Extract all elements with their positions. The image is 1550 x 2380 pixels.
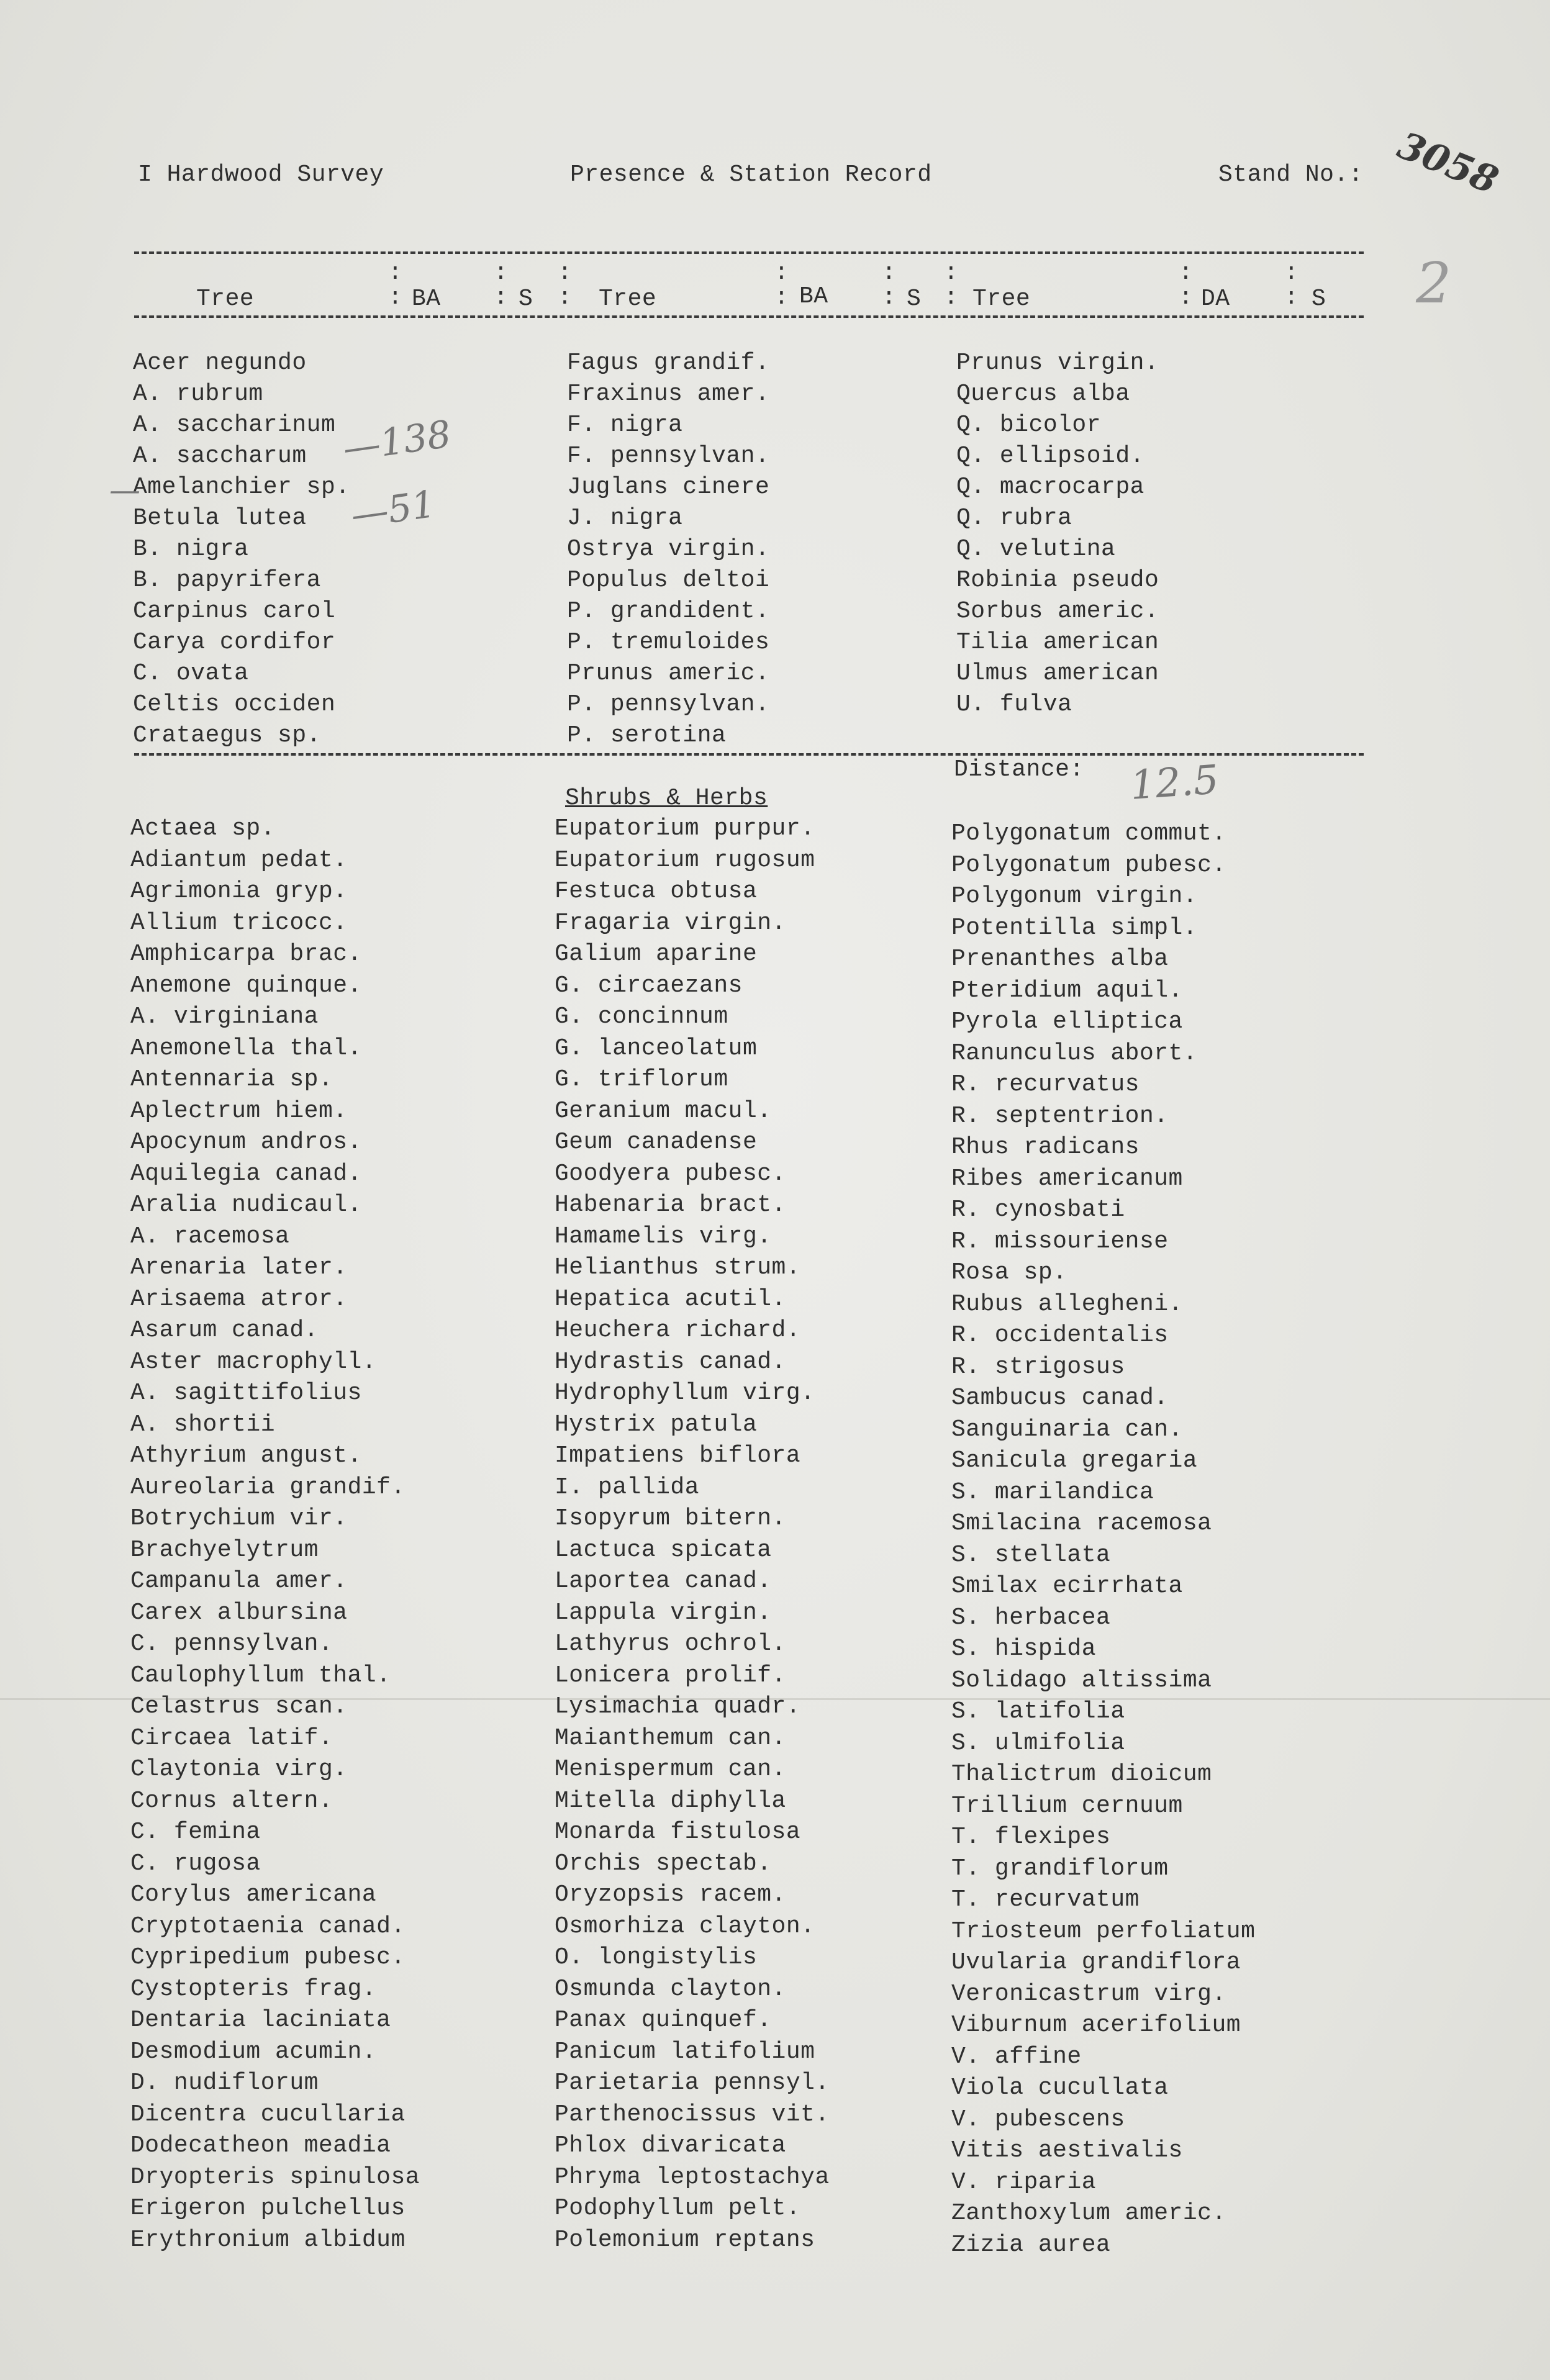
shrub-list-col3 bbox=[951, 818, 1255, 2261]
species-entry: Triosteum perfoliatum bbox=[951, 1917, 1256, 1945]
species-entry: Dicentra cucullaria bbox=[130, 2101, 406, 2128]
species-entry: P. serotina bbox=[567, 722, 727, 749]
record-title: Presence & Station Record bbox=[570, 161, 932, 188]
species-entry: A. saccharum bbox=[133, 443, 307, 469]
species-entry: Anemone quinque. bbox=[130, 972, 362, 999]
species-entry: Arisaema atror. bbox=[130, 1285, 348, 1313]
species-entry: Amphicarpa brac. bbox=[130, 941, 362, 967]
species-entry: C. ovata bbox=[133, 660, 249, 687]
species-entry: Quercus alba bbox=[956, 381, 1130, 407]
species-entry: Eupatorium rugosum bbox=[555, 846, 815, 874]
species-entry: Cystopteris frag. bbox=[130, 1975, 377, 2002]
species-entry: Anemonella thal. bbox=[130, 1034, 362, 1062]
species-entry: S. herbacea bbox=[951, 1604, 1111, 1631]
species-entry: Veronicastrum virg. bbox=[951, 1980, 1226, 2007]
species-entry: Sanguinaria can. bbox=[951, 1416, 1183, 1443]
species-entry: Claytonia virg. bbox=[130, 1756, 348, 1783]
species-entry: Isopyrum bitern. bbox=[555, 1505, 786, 1532]
species-entry: Parthenocissus vit. bbox=[555, 2101, 830, 2128]
handwritten-amelanchier-mark: — bbox=[109, 472, 140, 508]
species-entry: Solidago altissima bbox=[951, 1667, 1212, 1694]
species-entry: Helianthus strum. bbox=[555, 1254, 801, 1281]
species-entry: U. fulva bbox=[956, 691, 1072, 718]
species-entry: Ribes americanum bbox=[951, 1165, 1183, 1192]
species-entry: Uvularia grandiflora bbox=[951, 1949, 1241, 1976]
species-entry: Actaea sp. bbox=[130, 815, 276, 842]
species-entry: Panicum latifolium bbox=[555, 2038, 815, 2065]
species-entry: R. cynosbati bbox=[951, 1197, 1125, 1223]
species-entry: R. strigosus bbox=[951, 1353, 1125, 1380]
species-entry: Aster macrophyll. bbox=[130, 1348, 377, 1375]
col1-separator-b: : : bbox=[494, 260, 509, 311]
species-entry: Carya cordifor bbox=[133, 629, 336, 656]
handwritten-saccharum-ba: —138 bbox=[340, 412, 454, 471]
col3-s-header: S bbox=[1312, 286, 1326, 312]
species-entry: Sambucus canad. bbox=[951, 1385, 1169, 1411]
species-entry: S. latifolia bbox=[951, 1698, 1125, 1725]
species-entry: Lonicera prolif. bbox=[555, 1662, 786, 1689]
col3-ba-header: DA bbox=[1201, 286, 1230, 312]
species-entry: Polygonatum commut. bbox=[951, 820, 1226, 847]
species-entry: J. nigra bbox=[567, 505, 683, 532]
species-entry: Asarum canad. bbox=[130, 1317, 319, 1344]
species-entry: Fragaria virgin. bbox=[555, 909, 786, 936]
species-entry: Prenanthes alba bbox=[951, 946, 1169, 972]
col3-tree-header: Tree bbox=[972, 286, 1031, 312]
species-entry: Osmorhiza clayton. bbox=[555, 1912, 815, 1940]
species-entry: Campanula amer. bbox=[130, 1568, 348, 1595]
species-entry: Osmunda clayton. bbox=[555, 1975, 786, 2002]
species-entry: T. recurvatum bbox=[951, 1886, 1140, 1913]
species-entry: Laportea canad. bbox=[555, 1568, 772, 1595]
survey-title: I Hardwood Survey bbox=[138, 161, 384, 188]
species-entry: Cypripedium pubesc. bbox=[130, 1944, 406, 1971]
species-entry: Crataegus sp. bbox=[133, 722, 321, 749]
stand-label: Stand No.: bbox=[1218, 161, 1364, 188]
species-entry: O. longistylis bbox=[555, 1944, 758, 1971]
species-entry: Corylus americana bbox=[130, 1881, 377, 1908]
species-entry: Hydrophyllum virg. bbox=[555, 1380, 815, 1406]
species-entry: Carpinus carol bbox=[133, 598, 336, 625]
species-entry: R. septentrion. bbox=[951, 1102, 1169, 1129]
species-entry: A. saccharinum bbox=[133, 412, 336, 438]
species-entry: S. ulmifolia bbox=[951, 1729, 1125, 1757]
species-entry: P. pennsylvan. bbox=[567, 691, 770, 718]
species-entry: Ranunculus abort. bbox=[951, 1039, 1198, 1067]
species-entry: Eupatorium purpur. bbox=[555, 815, 815, 842]
header-bottom-rule bbox=[134, 315, 1364, 318]
species-entry: Prunus virgin. bbox=[956, 350, 1159, 376]
species-entry: Zanthoxylum americ. bbox=[951, 2200, 1226, 2227]
species-entry: Antennaria sp. bbox=[130, 1066, 333, 1093]
species-entry: Juglans cinere bbox=[567, 474, 770, 500]
species-entry: G. triflorum bbox=[555, 1066, 728, 1093]
species-entry: Smilacina racemosa bbox=[951, 1510, 1212, 1537]
species-entry: F. pennsylvan. bbox=[567, 443, 770, 469]
col1-separator-c: : : bbox=[558, 260, 573, 311]
species-entry: R. recurvatus bbox=[951, 1071, 1140, 1098]
shrub-list-col2 bbox=[555, 813, 830, 2256]
species-entry: G. concinnum bbox=[555, 1003, 728, 1030]
species-entry: Cryptotaenia canad. bbox=[130, 1912, 406, 1940]
species-entry: Celastrus scan. bbox=[130, 1693, 348, 1720]
species-entry: Caulophyllum thal. bbox=[130, 1662, 391, 1689]
species-entry: Trillium cernuum bbox=[951, 1792, 1183, 1819]
species-entry: Parietaria pennsyl. bbox=[555, 2070, 830, 2096]
species-entry: P. grandident. bbox=[567, 598, 770, 625]
species-entry: Polemonium reptans bbox=[555, 2226, 815, 2253]
species-entry: A. sagittifolius bbox=[130, 1380, 362, 1406]
species-entry: Lathyrus ochrol. bbox=[555, 1631, 786, 1657]
species-entry: T. grandiflorum bbox=[951, 1855, 1169, 1882]
species-entry: Fagus grandif. bbox=[567, 350, 770, 376]
header-top-rule bbox=[134, 251, 1364, 254]
species-entry: P. tremuloides bbox=[567, 629, 770, 656]
species-entry: R. missouriense bbox=[951, 1228, 1169, 1255]
col2-separator-b: : : bbox=[882, 260, 897, 311]
species-entry: Monarda fistulosa bbox=[555, 1819, 801, 1845]
species-entry: Erigeron pulchellus bbox=[130, 2195, 406, 2222]
species-entry: Botrychium vir. bbox=[130, 1505, 348, 1532]
species-entry: A. virginiana bbox=[130, 1003, 319, 1030]
col1-tree-header: Tree bbox=[196, 286, 255, 312]
species-entry: R. occidentalis bbox=[951, 1322, 1169, 1349]
species-entry: Heuchera richard. bbox=[555, 1317, 801, 1344]
species-entry: Habenaria bract. bbox=[555, 1192, 786, 1218]
species-entry: V. riparia bbox=[951, 2168, 1097, 2196]
species-entry: Goodyera pubesc. bbox=[555, 1160, 786, 1187]
species-entry: Rosa sp. bbox=[951, 1259, 1067, 1286]
species-entry: Panax quinquef. bbox=[555, 2007, 772, 2034]
species-entry: Robinia pseudo bbox=[956, 567, 1159, 594]
species-entry: Q. macrocarpa bbox=[956, 474, 1144, 500]
species-entry: Thalictrum dioicum bbox=[951, 1761, 1212, 1788]
species-entry: Impatiens biflora bbox=[555, 1442, 801, 1469]
species-entry: S. marilandica bbox=[951, 1478, 1154, 1506]
species-entry: Pyrola elliptica bbox=[951, 1008, 1183, 1035]
tree-list-col1 bbox=[133, 348, 350, 751]
species-entry: Aralia nudicaul. bbox=[130, 1192, 362, 1218]
species-entry: B. papyrifera bbox=[133, 567, 321, 594]
species-entry: Apocynum andros. bbox=[130, 1129, 362, 1156]
species-entry: Celtis occiden bbox=[133, 691, 336, 718]
species-entry: Tilia american bbox=[956, 629, 1159, 656]
col2-s-header: S bbox=[907, 286, 922, 312]
species-entry: V. affine bbox=[951, 2043, 1082, 2070]
species-entry: Lactuca spicata bbox=[555, 1536, 772, 1563]
species-entry: Potentilla simpl. bbox=[951, 914, 1198, 941]
col1-separator-a: : : bbox=[388, 260, 403, 311]
species-entry: Lappula virgin. bbox=[555, 1599, 772, 1626]
species-entry: Hepatica acutil. bbox=[555, 1285, 786, 1313]
species-entry: C. rugosa bbox=[130, 1850, 261, 1877]
species-entry: Q. ellipsoid. bbox=[956, 443, 1144, 469]
species-entry: Cornus altern. bbox=[130, 1787, 333, 1814]
species-entry: Aureolaria grandif. bbox=[130, 1473, 406, 1501]
species-entry: Brachyelytrum bbox=[130, 1536, 319, 1563]
species-entry: D. nudiflorum bbox=[130, 2070, 319, 2096]
species-entry: Sorbus americ. bbox=[956, 598, 1159, 625]
species-entry: Viola cucullata bbox=[951, 2075, 1169, 2101]
species-entry: Geranium macul. bbox=[555, 1097, 772, 1124]
species-entry: Allium tricocc. bbox=[130, 909, 348, 936]
species-entry: Geum canadense bbox=[555, 1129, 758, 1156]
shrub-list-col1 bbox=[130, 813, 420, 2256]
species-entry: Galium aparine bbox=[555, 941, 758, 967]
col1-ba-header: BA bbox=[412, 286, 441, 312]
species-entry: Dentaria laciniata bbox=[130, 2007, 391, 2034]
species-entry: Populus deltoi bbox=[567, 567, 770, 594]
species-entry: Polygonatum pubesc. bbox=[951, 851, 1226, 879]
species-entry: C. pennsylvan. bbox=[130, 1631, 333, 1657]
stand-number: 3058 bbox=[1391, 124, 1505, 203]
species-entry: Q. bicolor bbox=[956, 412, 1102, 438]
species-entry: Ostrya virgin. bbox=[567, 536, 770, 563]
species-entry: C. femina bbox=[130, 1819, 261, 1845]
species-entry: Hystrix patula bbox=[555, 1411, 758, 1438]
distance-label: Distance: bbox=[954, 756, 1084, 783]
species-entry: Betula lutea bbox=[133, 505, 307, 532]
species-entry: Podophyllum pelt. bbox=[555, 2195, 801, 2222]
species-entry: Zizia aurea bbox=[951, 2231, 1111, 2258]
species-entry: Fraxinus amer. bbox=[567, 381, 770, 407]
species-entry: Menispermum can. bbox=[555, 1756, 786, 1783]
col2-separator-c: : : bbox=[944, 260, 959, 311]
col3-separator-b: : : bbox=[1284, 260, 1299, 311]
col2-ba-header: BA bbox=[799, 283, 828, 310]
species-entry: Mitella diphylla bbox=[555, 1787, 786, 1814]
species-entry: G. circaezans bbox=[555, 972, 743, 999]
species-entry: Orchis spectab. bbox=[555, 1850, 772, 1877]
shrubs-herbs-title: Shrubs & Herbs bbox=[565, 785, 768, 812]
species-entry: Hamamelis virg. bbox=[555, 1223, 772, 1250]
tree-list-col2 bbox=[567, 348, 769, 751]
species-entry: Festuca obtusa bbox=[555, 878, 758, 905]
handwritten-betula-ba: —51 bbox=[348, 482, 438, 538]
species-entry: Adiantum pedat. bbox=[130, 846, 348, 874]
species-entry: Hydrastis canad. bbox=[555, 1348, 786, 1375]
species-entry: Desmodium acumin. bbox=[130, 2038, 377, 2065]
species-entry: G. lanceolatum bbox=[555, 1034, 758, 1062]
species-entry: Phryma leptostachya bbox=[555, 2163, 830, 2191]
species-entry: Amelanchier sp. bbox=[133, 474, 350, 500]
col1-s-header: S bbox=[519, 286, 533, 312]
species-entry: Aquilegia canad. bbox=[130, 1160, 362, 1187]
tree-list-col3 bbox=[956, 348, 1159, 720]
species-entry: T. flexipes bbox=[951, 1824, 1111, 1850]
species-entry: Athyrium angust. bbox=[130, 1442, 362, 1469]
species-entry: Circaea latif. bbox=[130, 1724, 333, 1752]
species-entry: Oryzopsis racem. bbox=[555, 1881, 786, 1908]
species-entry: Lysimachia quadr. bbox=[555, 1693, 801, 1720]
species-entry: F. nigra bbox=[567, 412, 683, 438]
species-entry: Maianthemum can. bbox=[555, 1724, 786, 1752]
species-entry: Q. rubra bbox=[956, 505, 1072, 532]
species-entry: Q. velutina bbox=[956, 536, 1116, 563]
col2-separator-a: : : bbox=[774, 260, 789, 311]
species-entry: Acer negundo bbox=[133, 350, 307, 376]
species-entry: Ulmus american bbox=[956, 660, 1159, 687]
species-entry: Polygonum virgin. bbox=[951, 883, 1198, 910]
margin-note: 2 bbox=[1416, 251, 1452, 316]
species-entry: Phlox divaricata bbox=[555, 2132, 786, 2159]
species-entry: Aplectrum hiem. bbox=[130, 1097, 348, 1124]
species-entry: Prunus americ. bbox=[567, 660, 770, 687]
col2-tree-header: Tree bbox=[599, 286, 657, 312]
species-entry: S. hispida bbox=[951, 1636, 1097, 1662]
species-entry: Dryopteris spinulosa bbox=[130, 2163, 420, 2191]
species-entry: Sanicula gregaria bbox=[951, 1447, 1198, 1474]
species-entry: Dodecatheon meadia bbox=[130, 2132, 391, 2159]
species-entry: B. nigra bbox=[133, 536, 249, 563]
distance-value: 12.5 bbox=[1128, 757, 1220, 809]
species-entry: Smilax ecirrhata bbox=[951, 1573, 1183, 1599]
species-entry: Vitis aestivalis bbox=[951, 2137, 1183, 2164]
col3-separator-a: : : bbox=[1179, 260, 1194, 311]
species-entry: A. racemosa bbox=[130, 1223, 290, 1250]
species-entry: Agrimonia gryp. bbox=[130, 878, 348, 905]
species-entry: A. shortii bbox=[130, 1411, 276, 1438]
species-entry: S. stellata bbox=[951, 1541, 1111, 1568]
species-entry: V. pubescens bbox=[951, 2106, 1125, 2133]
species-entry: Pteridium aquil. bbox=[951, 977, 1183, 1004]
species-entry: I. pallida bbox=[555, 1473, 700, 1501]
species-entry: Carex albursina bbox=[130, 1599, 348, 1626]
species-entry: Arenaria later. bbox=[130, 1254, 348, 1281]
species-entry: Rhus radicans bbox=[951, 1134, 1140, 1161]
species-entry: A. rubrum bbox=[133, 381, 263, 407]
section-rule bbox=[134, 753, 1364, 756]
species-entry: Rubus allegheni. bbox=[951, 1290, 1183, 1318]
species-entry: Erythronium albidum bbox=[130, 2226, 406, 2253]
species-entry: Viburnum acerifolium bbox=[951, 2012, 1241, 2038]
